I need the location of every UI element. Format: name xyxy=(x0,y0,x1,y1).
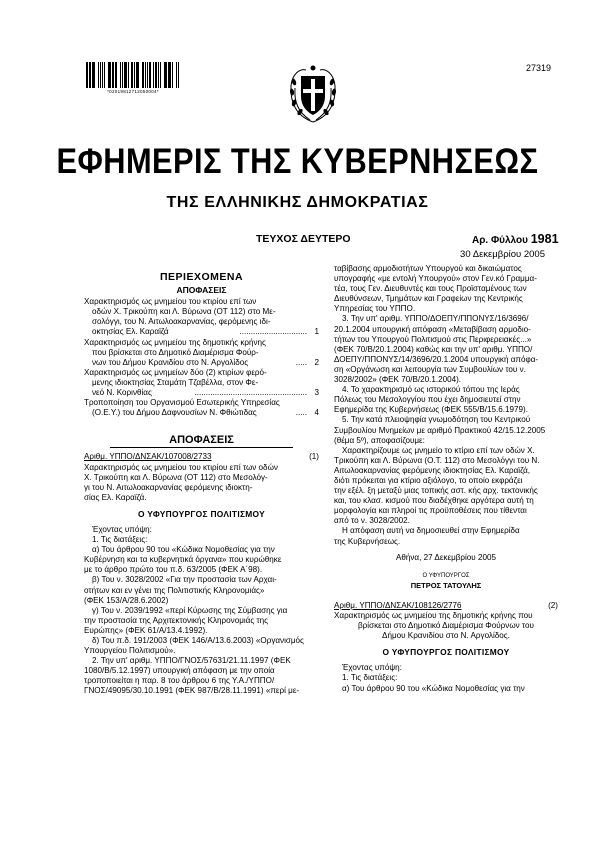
signatory-name: ΠΕΤΡΟΣ ΤΑΤΟΥΛΗΣ xyxy=(410,580,482,590)
barcode-bar xyxy=(115,62,117,88)
barcode-bar xyxy=(178,62,179,88)
barcode-bar xyxy=(145,62,146,88)
barcode-bar xyxy=(160,62,161,88)
body-line: τέα, τους Γεν. Διευθυντές και τους Προϊσταμένους των xyxy=(334,284,527,294)
decision-title-line: Χαρακτηρισμός ως μνημείου της δημοτικής κρήνης που xyxy=(334,611,533,620)
toc-dots: .............................. xyxy=(239,327,307,337)
toc-page: 2 xyxy=(314,357,319,367)
body-line: δ) Του π.δ. 191/2003 (ΦΕΚ 146/Α/13.6.2003) «Οργανισμός xyxy=(92,636,304,645)
body-line: 3028/2002» (ΦΕΚ 70/Β/20.1.2004). xyxy=(334,375,462,385)
decision-title-line: Χ. Τρικούπη και Λ. Βύρωνα (ΟΤ 112) στο Μεσολόγ- xyxy=(84,472,268,482)
right-column xyxy=(334,264,558,694)
sheet-number xyxy=(472,232,559,246)
decision-2 xyxy=(334,601,558,694)
body-line: Χαρακτηρίζουμε ως μνημείο το κτίριο επί των οδών Χ. xyxy=(342,445,535,455)
body-line: Εφημερίδα της Κυβερνήσεως (ΦΕΚ 555/Β/15.6.1979). xyxy=(334,405,528,415)
toc-item xyxy=(84,297,319,337)
toc-line: Χαρακτηρισμός ως μνημείου του κτιρίου επί των xyxy=(84,297,257,307)
issue-series: ΤΕΥΧΟΣ ΔΕΥΤΕΡΟ xyxy=(256,233,351,245)
barcode-bar xyxy=(98,62,100,88)
greek-coat-of-arms-icon xyxy=(286,62,340,124)
issue-date: 30 Δεκεμβρίου 2005 xyxy=(460,249,545,260)
toc-line: οδών Χ. Τρικούπη και Λ. Βύρωνα (ΟΤ 112) στο Με- xyxy=(92,307,276,317)
minister-heading: Ο ΥΦΥΠΟΥΡΓΟΣ ΠΟΛΙΤΙΣΜΟΥ xyxy=(382,647,510,658)
barcode-bar xyxy=(131,62,133,88)
body-line: Έχοντας υπόψη: xyxy=(92,524,152,534)
body-line: ταβίβασης αρμοδιοτήτων Υπουργού και δικαιώματος xyxy=(334,264,522,273)
barcode-bar xyxy=(112,62,113,88)
body-line: Ευρώπης» (ΦΕΚ 61/Α/13.4.1992). xyxy=(84,625,208,635)
decision-ref: Αριθμ. ΥΠΠΟ/ΔΝΣΑΚ/108126/2776 xyxy=(334,600,462,610)
body-line: Συμβουλίου Μνημείων με αριθμό Πρακτικού 42/15.12.2005 xyxy=(334,425,546,435)
barcode xyxy=(86,62,180,88)
toc-page: 3 xyxy=(314,388,319,398)
body-line: της Κυβερνήσεως. xyxy=(334,536,401,546)
minister-heading: Ο ΥΦΥΠΟΥΡΓΟΣ ΠΟΛΙΤΙΣΜΟΥ xyxy=(137,508,266,519)
toc-line: νεό Ν. Κορινθίας xyxy=(92,388,152,398)
barcode-bar xyxy=(122,62,124,88)
decision-num: (1) xyxy=(309,452,319,462)
decision-title-line: σίας Ελ. Καραϊζά. xyxy=(84,492,147,502)
body-line: Έχοντας υπόψη: xyxy=(342,663,402,673)
body-line: Κυβέρνηση και τα κυβερνητικά όργανα» που κυρώθηκε xyxy=(84,555,282,565)
toc-dots: ..... xyxy=(295,408,307,418)
body-line: α) Του άρθρου 90 του «Κώδικα Νομοθεσίας για την xyxy=(342,683,525,693)
barcode-bar xyxy=(134,62,135,88)
barcode-bar xyxy=(142,62,144,88)
decision-ref: Αριθμ. ΥΠΠΟ/ΔΝΣΑΚ/107008/2733 xyxy=(84,452,212,462)
decision-1 xyxy=(84,452,319,696)
barcode-bar xyxy=(92,62,94,88)
left-column xyxy=(84,264,319,697)
body-line: ΔΟΕΠΥ/ΠΠΟΝΥΣ/14/3696/20.1.2004 υπουργική απόφα- xyxy=(334,354,539,364)
body-line: από το ν. 3028/2002. xyxy=(334,516,410,526)
body-line: Αιτωλοακαρνανίας φερόμενης ιδιοκτησίας Ελ. Καραϊζά, xyxy=(334,465,531,475)
barcode-bar xyxy=(164,62,166,88)
body-line: υπογραφής «με εντολή Υπουργού» στον Γεν.κό Γραμμα- xyxy=(334,274,537,284)
barcode-bar xyxy=(158,62,160,88)
toc-line: μενης ιδιοκτησίας Σταμάτη Τζαβέλλα, στον Φε- xyxy=(92,377,259,387)
page-number: 27319 xyxy=(525,63,551,73)
body-line: τήτων του Υπουργού Πολιτισμού στις Περιφερειακές...» xyxy=(334,334,532,344)
barcode-bar xyxy=(176,62,178,88)
signed-place-date: Αθήνα, 27 Δεκεμβρίου 2005 xyxy=(395,552,496,562)
toc-line: Τροποποίηση του Οργανισμού Εσωτερικής Υπηρεσίας xyxy=(84,398,280,408)
body-line: ΓΝΟΣ/49095/30.10.1991 (ΦΕΚ 987/Β/28.11.1991) «περί με- xyxy=(84,686,300,696)
barcode-bar xyxy=(102,62,103,88)
barcode-bar xyxy=(136,62,137,88)
barcode-bar xyxy=(137,62,139,88)
barcode-bar xyxy=(124,62,126,88)
body-line: Η απόφαση αυτή να δημοσιευθεί στην Εφημερίδα xyxy=(342,526,520,536)
body-line: (θέμα 5º), αποφασίζουμε: xyxy=(334,435,425,445)
decision-title-line: γι του Ν. Αιτωλοακαρνανίας φερόμενης ιδιοκτη- xyxy=(84,482,253,492)
body-line: (ΦΕΚ 70/Β/20.1.2004) καθώς και την υπ' αριθμ. ΥΠΠΟ/ xyxy=(334,344,533,354)
barcode-bar xyxy=(120,62,121,88)
body-line: 20.1.2004 υπουργική απόφαση «Μεταβίβαση αρμοδιο- xyxy=(334,324,531,334)
toc-line: Χαρακτηρισμός ως μνημείων δύο (2) κτιρίων φερό- xyxy=(84,367,267,377)
barcode-bar xyxy=(86,62,88,88)
decision-title-line: βρίσκεται στο Δημοτικό Διαμέρισμα Φούρνων του xyxy=(358,621,534,631)
toc-dots: ..... xyxy=(295,357,307,367)
barcode-bar xyxy=(149,62,151,88)
toc-item xyxy=(84,398,319,418)
body-line: 2. Την υπ' αριθμ. ΥΠΠΟ/ΓΝΟΣ/57631/21.11.1997 (ΦΕΚ xyxy=(92,656,291,666)
contents-heading: ΠΕΡΙΕΧΟΜΕΝΑ xyxy=(159,271,244,283)
decision-title-line: Χαρακτηρισμός ως μνημείου του κτιρίου επί των οδών xyxy=(84,462,278,472)
barcode-bar xyxy=(172,62,173,88)
barcode-bar xyxy=(89,62,90,88)
body-line: 5. Την κατά πλειοψηφία γνωμοδότηση του Κεντρικού xyxy=(342,415,531,425)
body-line: 4. Το χαρακτηρισμό ως ιστορικού τόπου της Ιεράς xyxy=(342,385,520,395)
body-line: 3. Την υπ' αριθμ. ΥΠΠΟ/ΔΟΕΠΥ/ΠΠΟΝΥΣ/16/3696/ xyxy=(342,314,529,324)
barcode-bar xyxy=(108,62,110,88)
toc-line: νων του Δήμου Κρανιδίου στο Ν. Αργολίδος xyxy=(92,357,249,367)
heading-rule xyxy=(110,447,293,448)
body-line: (ΦΕΚ 153/Α/28.6.2002) xyxy=(84,595,169,605)
barcode-bar xyxy=(128,62,129,88)
barcode-bar xyxy=(104,62,106,88)
toc-line: σολόγγι, του Ν. Αιτωλοακαρνανίας, φερόμενης ιδι- xyxy=(92,317,271,327)
body-line: Τρικούπη και Λ. Βύρωνα (Ο.Τ. 112) στο Μεσολόγγι του Ν. xyxy=(334,455,540,465)
toc-item xyxy=(84,338,319,368)
body-line: Πόλεως του Μεσολογγίου που έχει δημοσιευτεί στην xyxy=(334,395,521,405)
decision-num: (2) xyxy=(548,600,558,610)
decisions-heading: ΑΠΟΦΑΣΕΙΣ xyxy=(169,434,234,447)
body-line: Υπουργείου Πολιτισμού». xyxy=(84,646,176,656)
toc-line: Χαρακτηρισμός ως μνημείου της δημοτικής κρήνης xyxy=(84,337,266,347)
gazette-subtitle: ΤΗΣ ΕΛΛΗΝΙΚΗΣ ΔΗΜΟΚΡΑΤΙΑΣ xyxy=(166,194,429,211)
toc-list xyxy=(84,297,319,418)
contents-section: ΑΠΟΦΑΣΕΙΣ xyxy=(176,285,227,296)
toc-page: 1 xyxy=(314,327,319,337)
body-line: και, του κλασ. κισμού που διαδέχθηκε αργότερα αυτή τη xyxy=(334,496,534,506)
barcode-bar xyxy=(147,62,148,88)
body-line: 1. Τις διατάξεις: xyxy=(92,535,148,545)
barcode-number: *02019812712050004* xyxy=(107,89,159,94)
body-line: ση «Οργάνωση και λειτουργία των Συμβουλίων του ν. xyxy=(334,364,526,374)
toc-line: οκτησίας Ελ. Καραϊζά xyxy=(92,327,169,337)
barcode-bar xyxy=(100,62,101,88)
barcode-bar xyxy=(169,62,171,88)
signatory-role: Ο ΥΦΥΠΟΥΡΓΟΣ xyxy=(422,572,470,579)
body-line: γ) Του ν. 2039/1992 «περί Κύρωσης της Σύμβασης για xyxy=(92,605,288,615)
toc-line: που βρίσκεται στο Δημοτικό Διαμέρισμα Φούρ- xyxy=(92,347,259,357)
decision-title-line: Δήμου Κρανιδίου στο Ν. Αργολίδος. xyxy=(382,631,510,641)
body-line: 1. Τις διατάξεις: xyxy=(342,673,398,683)
body-line: την εξέλ. ξη μεταξύ μιας τοπικής αστ. κής αρχ. τεκτονικής xyxy=(334,486,538,496)
body-line: 1080/Β/5.12.1997) υπουργική απόφαση με την οποία xyxy=(84,666,275,676)
body-line: Υπηρεσίας του ΥΠΠΟ. xyxy=(334,304,416,314)
gazette-title: ΕΦΗΜΕΡΙΣ ΤΗΣ ΚΥΒΕΡΝΗΣΕΩΣ xyxy=(56,142,539,181)
body-line: μορφολογία και πληροί τις προϋποθέσεις που τίθενται xyxy=(334,506,527,516)
body-line: με το άρθρο πρώτο του π.δ. 63/2005 (ΦΕΚ Α΄98). xyxy=(84,565,263,575)
body-line: β) Του ν. 3028/2002 «Για την προστασία των Αρχαι- xyxy=(92,575,277,585)
toc-line: (Ο.Ε.Υ.) του Δήμου Δαφνουσίων Ν. Φθιώτιδας xyxy=(92,408,257,418)
toc-page: 4 xyxy=(314,408,319,418)
toc-dots: .................................................. xyxy=(194,388,307,398)
barcode-bar xyxy=(153,62,154,88)
barcode-bar xyxy=(90,62,91,88)
body-line: τροποποιείται η παρ. 8 του άρθρου 6 της Υ.Α./ΥΠΠΟ/ xyxy=(84,676,275,686)
toc-item xyxy=(84,368,319,398)
barcode-bar xyxy=(113,62,114,88)
body-line: Διευθύνσεων, Τμημάτων και Γραφείων της Κεντρικής xyxy=(334,294,523,304)
sheet-number-value: 1981 xyxy=(530,232,559,246)
body-line: διότι πρόκειται για κτίριο αξιόλογο, το οποίο εκφράζει xyxy=(334,475,523,485)
barcode-bar xyxy=(168,62,169,88)
body-line: οτήτων και εν γένει της Πολιτιστικής Κληρονομιάς» xyxy=(84,585,265,595)
barcode-bar xyxy=(155,62,157,88)
body-line: α) Του άρθρου 90 του «Κώδικα Νομοθεσίας για την xyxy=(92,545,275,555)
body-line: την προστασία της Αρχιτεκτονικής Κληρονομιάς της xyxy=(84,615,269,625)
sheet-number-label: Αρ. Φύλλου xyxy=(472,235,528,246)
